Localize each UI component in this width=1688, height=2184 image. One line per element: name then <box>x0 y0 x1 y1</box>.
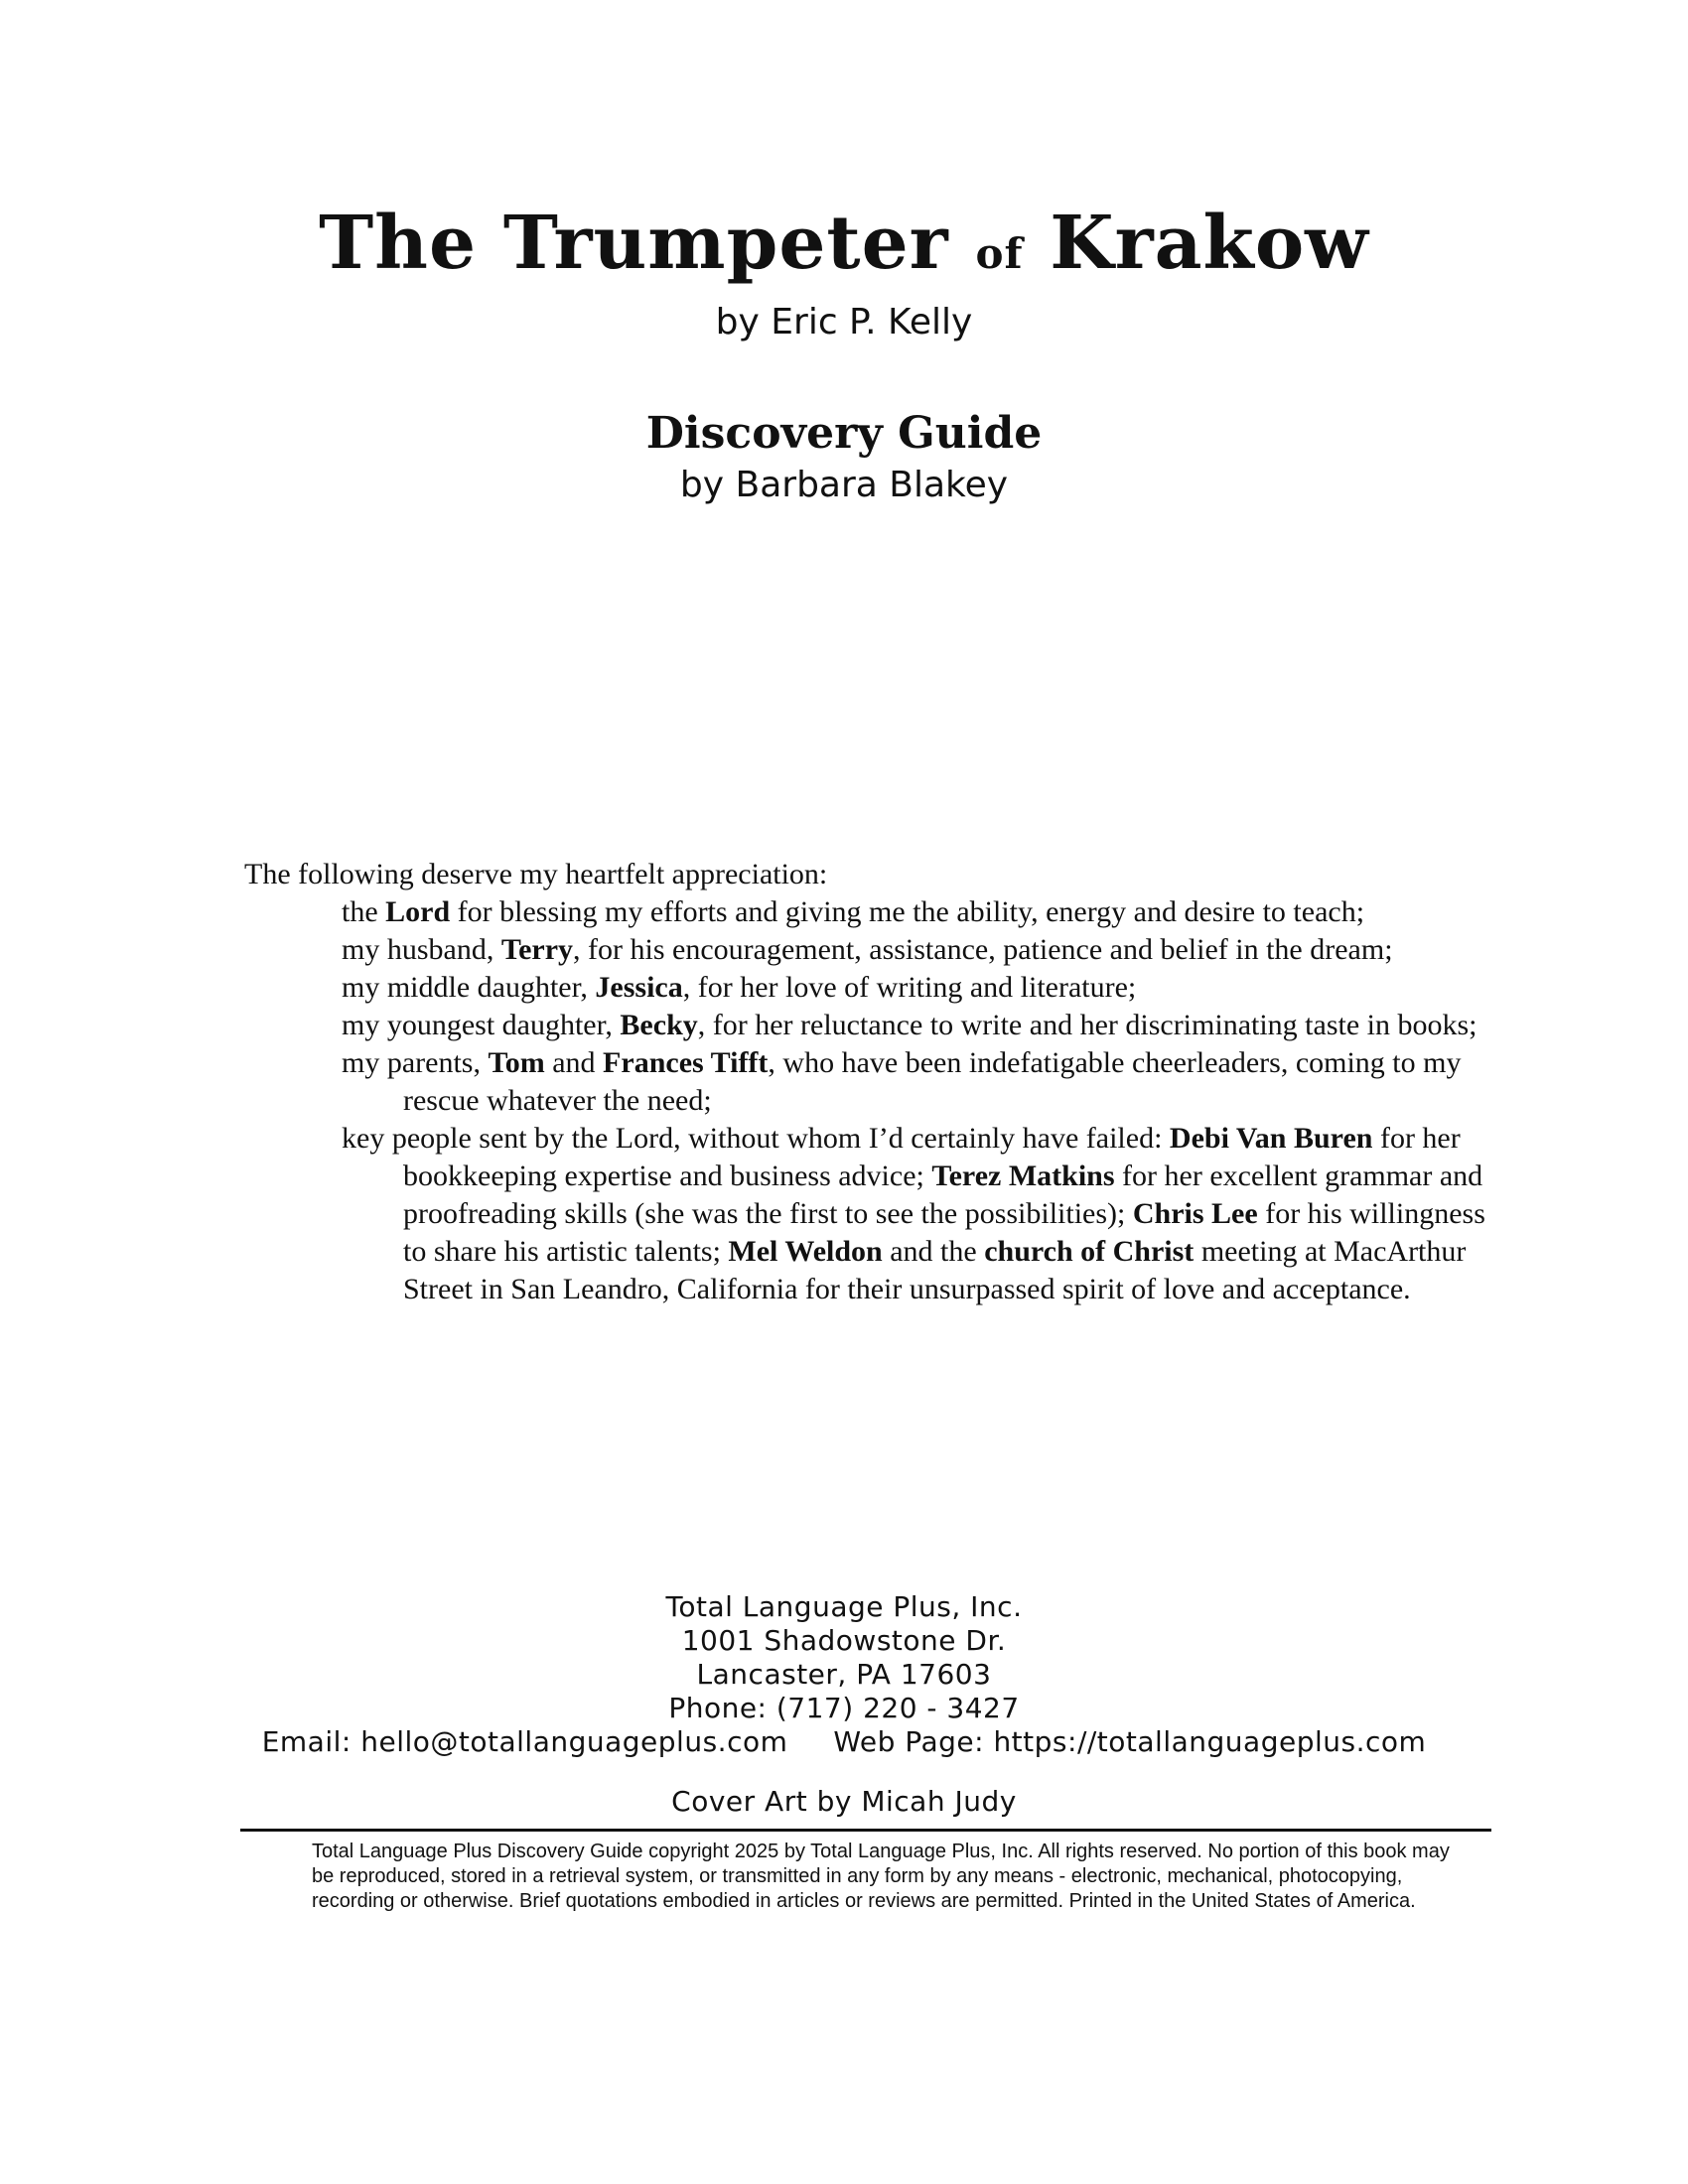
acknowledgment-item <box>244 1044 1495 1120</box>
ack-name: Chris Lee <box>1132 1197 1258 1230</box>
ack-text: for her bookkeeping expertise and business advice; <box>403 1122 1461 1192</box>
acknowledgment-item <box>244 931 1495 969</box>
acknowledgment-item <box>244 1007 1495 1044</box>
ack-name: Jessica <box>595 971 683 1004</box>
ack-name: Tom <box>488 1046 545 1079</box>
acknowledgments-list <box>244 893 1495 1308</box>
acknowledgments-section <box>244 856 1495 1308</box>
copyright-notice: Total Language Plus Discovery Guide copyright 2025 by Total Language Plus, Inc. All rights reserved. No portion of this book may be reproduced, stored in a retrieval system, or transmitted in any form by any means - electronic, mechanical, photocopying, recording or otherwise. Brief quotations embodied in articles or reviews are permitted. Printed in the United States of America. <box>312 1841 1450 1912</box>
ack-name: Lord <box>385 895 451 928</box>
footer-divider <box>240 1829 1491 1832</box>
ack-name: church of Christ <box>984 1235 1195 1268</box>
ack-text: and <box>544 1046 604 1079</box>
ack-name: Debi Van Buren <box>1169 1122 1373 1155</box>
acknowledgment-item <box>244 1120 1495 1308</box>
guide-title: Discovery Guide <box>645 408 1043 459</box>
ack-text: meeting at MacArthur Street in San Leandro, California for their unsurpassed spirit of love and acceptance. <box>403 1235 1467 1305</box>
ack-name: Terez Matkins <box>931 1160 1115 1192</box>
cover-art-credit: Cover Art by Micah Judy <box>671 1785 1017 1818</box>
book-title-city: Krakow <box>1050 201 1369 286</box>
ack-name: Mel Weldon <box>728 1235 883 1268</box>
ack-text: the <box>342 895 386 928</box>
publisher-name: Total Language Plus, Inc. <box>665 1590 1023 1623</box>
publisher-phone: Phone: (717) 220 - 3427 <box>668 1692 1020 1724</box>
acknowledgments-intro: The following deserve my heartfelt appreciation: <box>244 858 828 890</box>
publisher-web: Web Page: https://totallanguageplus.com <box>833 1725 1427 1758</box>
publisher-info <box>0 1590 1688 1819</box>
publisher-city: Lancaster, PA 17603 <box>696 1658 992 1691</box>
ack-text: and the <box>882 1235 985 1268</box>
publisher-email: Email: hello@totallanguageplus.com <box>261 1725 788 1758</box>
ack-text: , who have been indefatigable cheerleaders, coming to my rescue whatever the need; <box>403 1046 1462 1117</box>
ack-name: Terry <box>500 933 574 966</box>
acknowledgment-item <box>244 969 1495 1007</box>
ack-text: my husband, <box>342 933 501 966</box>
publisher-contact-line <box>0 1725 1688 1759</box>
title-block <box>0 199 1688 509</box>
publisher-street: 1001 Shadowstone Dr. <box>681 1624 1007 1657</box>
ack-text: my middle daughter, <box>342 971 596 1004</box>
ack-name: Frances Tifft <box>603 1046 769 1079</box>
ack-text: for blessing my efforts and giving me the ability, energy and desire to teach; <box>450 895 1365 928</box>
book-title <box>0 199 1688 299</box>
ack-text: , for his encouragement, assistance, patience and belief in the dream; <box>573 933 1393 966</box>
acknowledgment-item <box>244 893 1495 931</box>
ack-text: key people sent by the Lord, without whom I’d certainly have failed: <box>342 1122 1170 1155</box>
ack-text: my parents, <box>342 1046 489 1079</box>
book-author: by Eric P. Kelly <box>715 302 973 342</box>
ack-text: , for her love of writing and literature; <box>682 971 1137 1004</box>
ack-text: for his willingness to share his artistic talents; <box>403 1197 1485 1268</box>
book-title-of: of <box>975 229 1024 278</box>
ack-text: for her excellent grammar and proofreading skills (she was the first to see the possibilities); <box>403 1160 1483 1230</box>
ack-text: my youngest daughter, <box>342 1009 621 1041</box>
ack-name: Becky <box>620 1009 698 1041</box>
book-title-main: The Trumpeter <box>319 201 949 286</box>
ack-text: , for her reluctance to write and her discriminating taste in books; <box>697 1009 1477 1041</box>
guide-author: by Barbara Blakey <box>679 465 1009 505</box>
